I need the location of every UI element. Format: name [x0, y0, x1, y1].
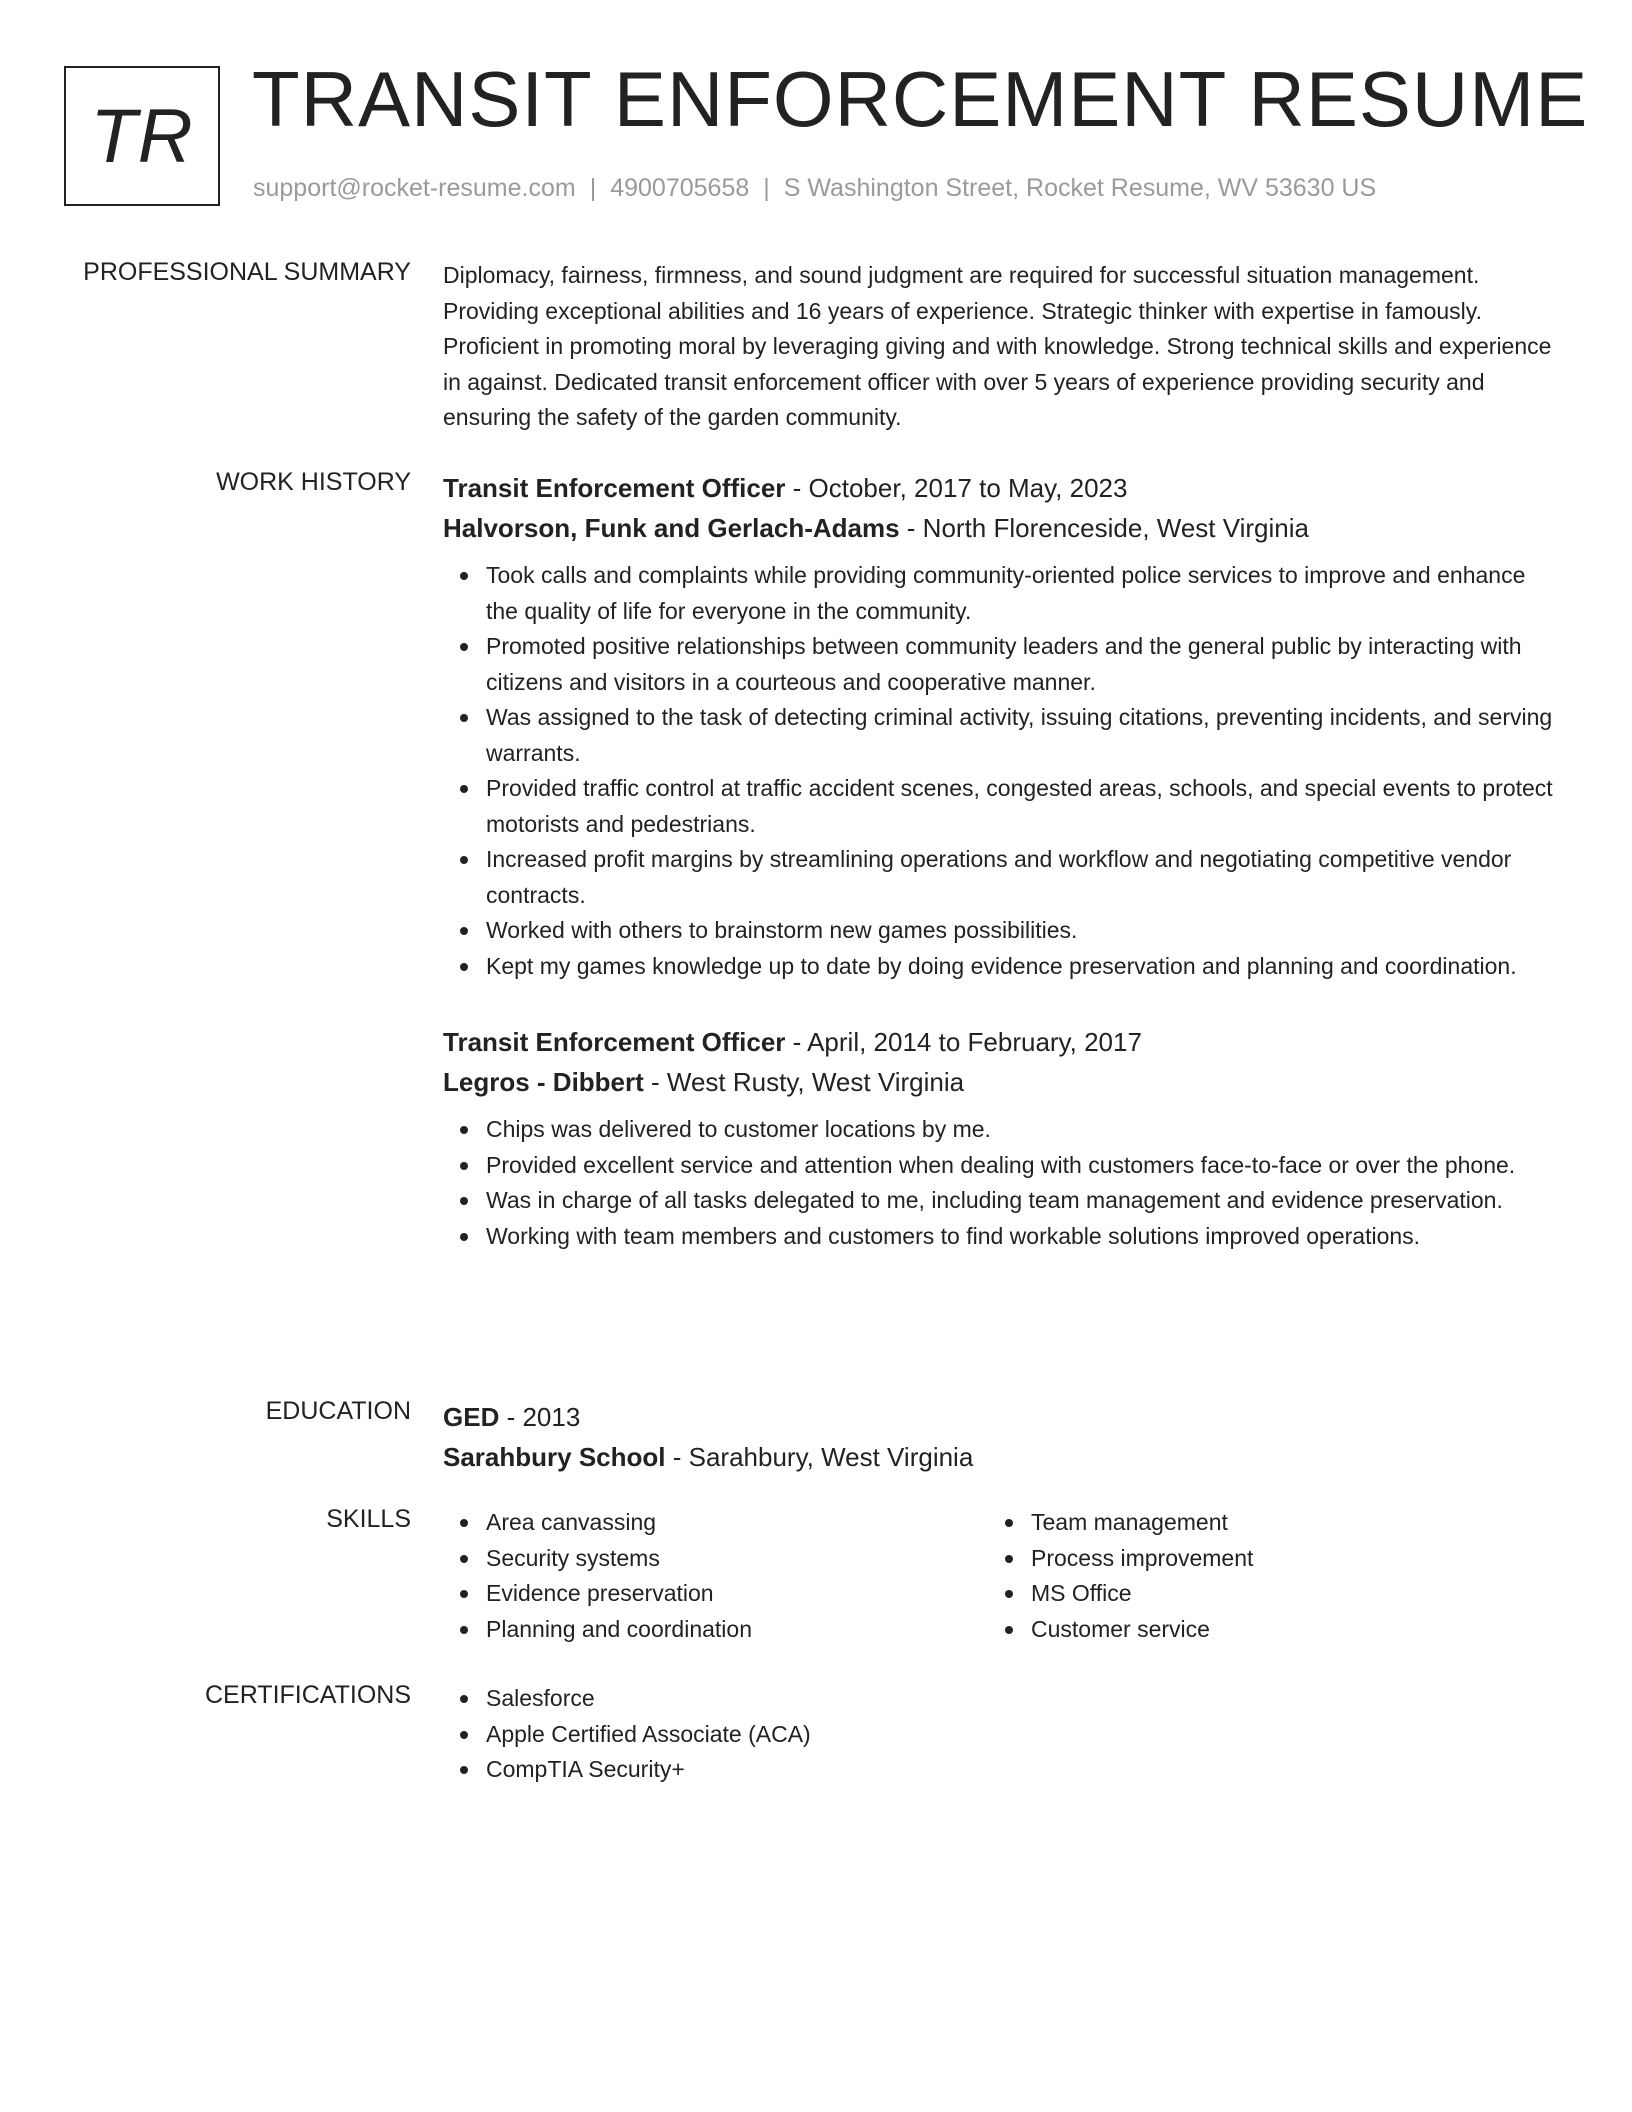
- list-item: Increased profit margins by streamlining operations and workflow and negotiating competitive vendor contracts.: [486, 842, 1553, 913]
- job-entry: [443, 468, 1553, 984]
- education-body: [443, 1397, 1553, 1477]
- list-item: Provided excellent service and attention when dealing with customers face-to-face or over the phone.: [486, 1148, 1553, 1184]
- list-item: Kept my games knowledge up to date by doing evidence preservation and planning and coordination.: [486, 949, 1553, 985]
- monogram-initials: TR: [90, 93, 194, 179]
- section-label-certifications: CERTIFICATIONS: [204, 1681, 411, 1709]
- list-item: Worked with others to brainstorm new games possibilities.: [486, 913, 1553, 949]
- summary-body: [443, 258, 1553, 436]
- job-title: Transit Enforcement Officer: [443, 1027, 786, 1057]
- contact-separator: |: [763, 174, 770, 202]
- education-school: Sarahbury School: [443, 1442, 666, 1472]
- list-item: Promoted positive relationships between community leaders and the general public by interacting with citizens and visitors in a courteous and cooperative manner.: [486, 629, 1553, 700]
- list-item: Salesforce: [486, 1681, 1553, 1717]
- list-item: Took calls and complaints while providing community-oriented police services to improve and enhance the quality of life for everyone in the community.: [486, 558, 1553, 629]
- list-item: Customer service: [1031, 1612, 1533, 1648]
- certifications-list: [443, 1681, 1553, 1788]
- job-location: - North Florenceside, West Virginia: [899, 513, 1309, 543]
- job-title-line: [443, 468, 1553, 508]
- section-label-education: EDUCATION: [265, 1397, 411, 1425]
- job-bullets: [443, 1112, 1553, 1254]
- list-item: Was assigned to the task of detecting criminal activity, issuing citations, preventing incidents, and serving warrants.: [486, 700, 1553, 771]
- education-school-line: [443, 1437, 1553, 1477]
- job-entry: [443, 1022, 1553, 1254]
- list-item: Evidence preservation: [486, 1576, 988, 1612]
- list-item: Was in charge of all tasks delegated to me, including team management and evidence preservation.: [486, 1183, 1553, 1219]
- list-item: Apple Certified Associate (ACA): [486, 1717, 1553, 1753]
- job-bullets: [443, 558, 1553, 984]
- list-item: CompTIA Security+: [486, 1752, 1553, 1788]
- contact-separator: |: [589, 174, 597, 202]
- list-item: Provided traffic control at traffic accident scenes, congested areas, schools, and special events to protect motorists and pedestrians.: [486, 771, 1553, 842]
- job-dates: - April, 2014 to February, 2017: [785, 1027, 1142, 1057]
- contact-phone: 4900705658: [610, 174, 750, 202]
- education-location: - Sarahbury, West Virginia: [665, 1442, 974, 1472]
- job-title: Transit Enforcement Officer: [443, 473, 786, 503]
- contact-email: support@rocket-resume.com: [253, 174, 576, 202]
- list-item: Security systems: [486, 1541, 988, 1577]
- skills-columns: [443, 1505, 1553, 1647]
- list-item: Area canvassing: [486, 1505, 988, 1541]
- list-item: Team management: [1031, 1505, 1533, 1541]
- job-company-line: [443, 1062, 1553, 1102]
- skills-list-right: [988, 1505, 1533, 1647]
- education-degree-line: [443, 1397, 1553, 1437]
- job-company: Halvorson, Funk and Gerlach-Adams: [443, 513, 900, 543]
- list-item: Process improvement: [1031, 1541, 1533, 1577]
- contact-address: S Washington Street, Rocket Resume, WV 53630 US: [783, 174, 1377, 202]
- section-label-skills: SKILLS: [326, 1505, 411, 1533]
- monogram-box: [64, 66, 220, 206]
- section-label-work: WORK HISTORY: [216, 468, 411, 496]
- certifications-body: [443, 1681, 1553, 1788]
- job-title-line: [443, 1022, 1553, 1062]
- list-item: Chips was delivered to customer locations by me.: [486, 1112, 1553, 1148]
- list-item: Planning and coordination: [486, 1612, 988, 1648]
- resume-title: TRANSIT ENFORCEMENT RESUME: [252, 55, 1589, 143]
- work-body: [443, 468, 1553, 1254]
- job-location: - West Rusty, West Virginia: [643, 1067, 965, 1097]
- job-company-line: [443, 508, 1553, 548]
- job-dates: - October, 2017 to May, 2023: [785, 473, 1128, 503]
- education-year: - 2013: [499, 1402, 581, 1432]
- list-item: MS Office: [1031, 1576, 1533, 1612]
- job-company: Legros - Dibbert: [443, 1067, 644, 1097]
- summary-text: Diplomacy, fairness, firmness, and sound judgment are required for successful situation management. Providing exceptional abilities and 16 years of experience. Strategic thinker with expertise in famously. Proficient in promoting moral by leveraging giving and with knowledge. Strong technical skills and experience in against. Dedicated transit enforcement officer with over 5 years of experience providing security and ensuring the safety of the garden community.: [443, 262, 1552, 430]
- skills-list-left: [443, 1505, 988, 1647]
- list-item: Working with team members and customers to find workable solutions improved operations.: [486, 1219, 1553, 1255]
- skills-body: [443, 1505, 1553, 1647]
- contact-line: [253, 174, 1376, 203]
- education-degree: GED: [443, 1402, 500, 1432]
- section-label-summary: PROFESSIONAL SUMMARY: [83, 258, 411, 286]
